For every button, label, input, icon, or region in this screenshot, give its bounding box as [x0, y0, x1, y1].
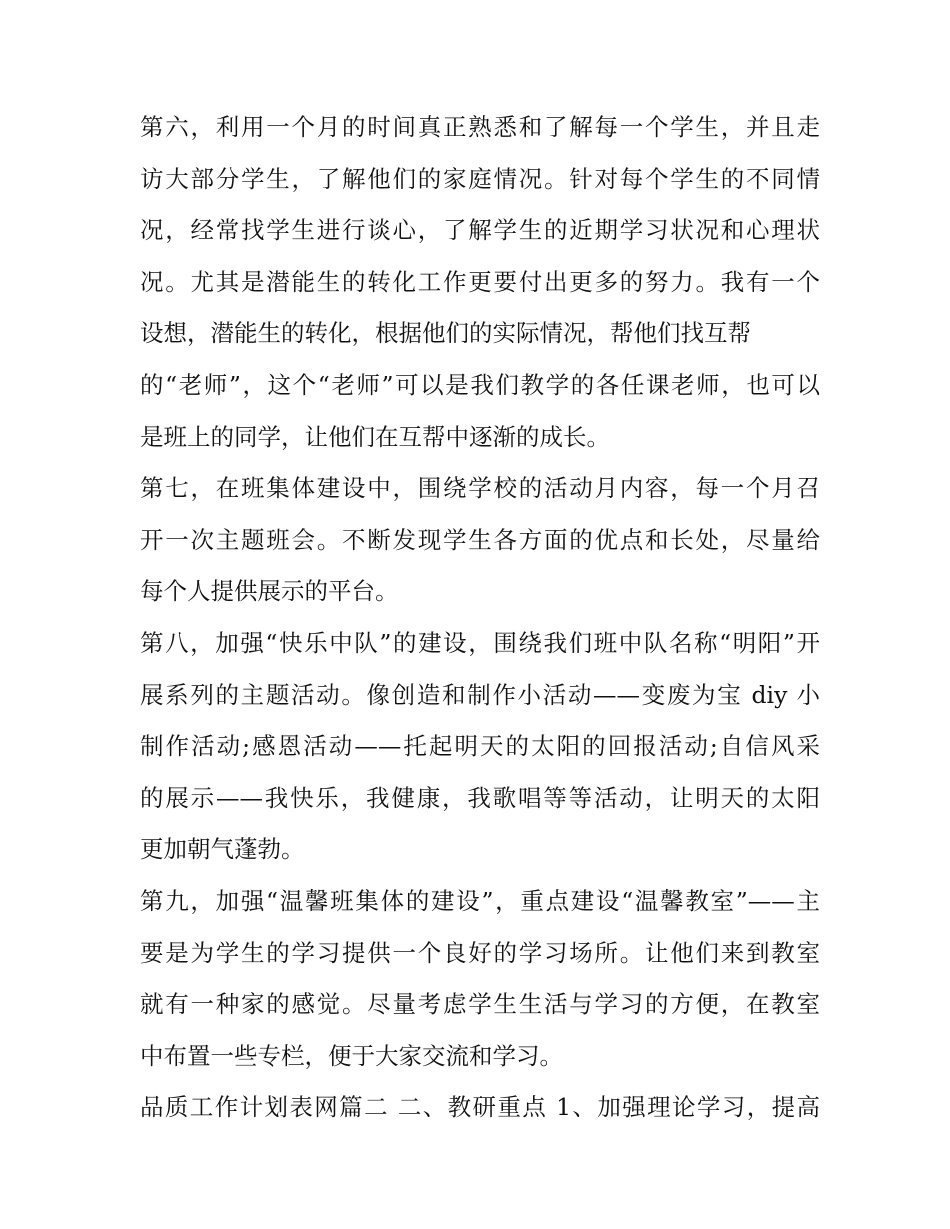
text-line: 品质工作计划表网篇二 二、教研重点 1、加强理论学习，提高: [140, 1093, 820, 1122]
text-line: 第六，利用一个月的时间真正熟悉和了解每一个学生，并且走: [140, 113, 820, 141]
text-line: 制作活动;感恩活动——托起明天的太阳的回报活动;自信风采: [140, 732, 820, 761]
text-line: 中布置一些专栏，便于大家交流和学习。: [140, 1041, 563, 1070]
text-line: 第七，在班集体建设中，围绕学校的活动月内容，每一个月召: [140, 474, 820, 503]
text-line: 第九，加强“温馨班集体的建设”，重点建设“温馨教室”——主: [140, 886, 820, 915]
text-line: 就有一种家的感觉。尽量考虑学生生活与学习的方便，在教室: [140, 990, 820, 1019]
text-line: 开一次主题班会。不断发现学生各方面的优点和长处，尽量给: [140, 525, 820, 554]
text-line: 是班上的同学，让他们在互帮中逐渐的成长。: [140, 422, 610, 451]
text-line: 况，经常找学生进行谈心，了解学生的近期学习状况和心理状: [140, 216, 820, 245]
text-line: 访大部分学生，了解他们的家庭情况。针对每个学生的不同情: [140, 164, 820, 193]
text-line: 设想，潜能生的转化，根据他们的实际情况，帮他们找互帮: [140, 319, 751, 348]
text-line: 每个人提供展示的平台。: [140, 577, 399, 606]
body-text: [140, 102, 820, 1134]
text-line: 第八，加强“快乐中队”的建设，围绕我们班中队名称“明阳”开: [140, 628, 820, 657]
text-line: 要是为学生的学习提供一个良好的学习场所。让他们来到教室: [140, 938, 820, 967]
text-line: 的“老师”，这个“老师”可以是我们教学的各任课老师，也可以: [140, 370, 820, 399]
text-line: 展系列的主题活动。像创造和制作小活动——变废为宝 diy 小: [140, 680, 820, 709]
text-line: 更加朝气蓬勃。: [140, 835, 305, 864]
text-line: 的展示——我快乐，我健康，我歌唱等等活动，让明天的太阳: [140, 783, 820, 812]
text-line: 况。尤其是潜能生的转化工作更要付出更多的努力。我有一个: [140, 267, 820, 296]
